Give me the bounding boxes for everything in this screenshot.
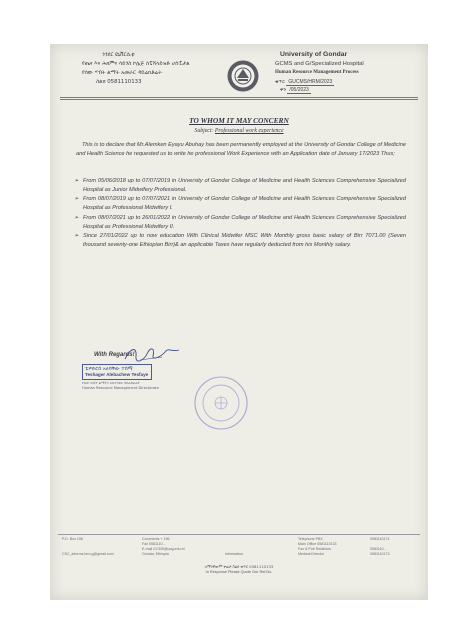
letter-intro: This is to declare that Mr.Alemken Eyayu Abuhay has been permanently employed at the University of Gondar College of Medicine and Health Science he requested us to write he professional Work Experience with an Application date of January 17/2023 Thus; [76, 142, 406, 157]
arrow-bullet-icon: ➢ [74, 232, 79, 239]
header-date [280, 87, 311, 93]
footer-reference-note: In Response Please Quote Our Ref.No. [205, 570, 273, 574]
letter-sheet [50, 44, 428, 600]
header-department: Human Resource Management Process [275, 70, 359, 75]
header-divider-top [60, 97, 418, 98]
signatory-title-english: Human Resource Management Directorate [82, 386, 159, 391]
reference-prefix: ቁጥር [275, 79, 285, 85]
letter-title: TO WHOM IT MAY CONCERN [189, 116, 289, 125]
letter-closing: With Regards! [94, 352, 135, 358]
handwritten-signature-icon [122, 344, 182, 364]
signatory-title-amharic: የሰው ሀብት ልማትና አስተዳደር ዳይሬክቶሬት [82, 381, 140, 385]
footer-complaint-line: ለማንኛውም ቅሬታ ስልክ ቁጥር 0581110133 [204, 564, 274, 569]
footer-col-3: Information [225, 552, 243, 556]
signatory-name: Teshager Alebachew Tesfaye [85, 372, 149, 377]
experience-list [74, 177, 406, 250]
list-item [74, 214, 406, 232]
arrow-bullet-icon: ➢ [74, 196, 79, 203]
letter-subject [50, 128, 428, 134]
signatory-title [82, 381, 202, 391]
header-divider-bottom [60, 99, 418, 100]
header-hospital-name: GCMS and G/Specialized Hospital [275, 61, 364, 67]
footer-divider [58, 534, 420, 535]
stamp-amharic-name: ቴዎድሮስ አለባቸው ተሰማ [85, 366, 133, 372]
date-value: /05/2023 [289, 87, 309, 93]
reference-number: GUCMS/HRM/2023 [288, 79, 333, 85]
header-amharic-line2: የጤና እና ሕክምና ሳይንስ ኮሌጅ ስፔሻላይዝድ ሆስፒታል [82, 61, 190, 67]
header-university-name: University of Gondar [280, 51, 348, 58]
experience-item-text: From 08/07/2021 up to 26/01/2022 in University of Gondar College of Medicine and Health Sciences Comprehensive Specialized Hospital as Professional Midwifery II. [83, 214, 406, 230]
subject-label: Subject: [194, 128, 214, 134]
date-prefix: ቀን [280, 87, 286, 93]
footer-col-1: P.O. Box 196 CSC_informs.hrm.g@gmail.com [62, 537, 114, 556]
header-amharic-line3: የሰው ሃብት ልማት አመራር ዳይሬክቶሬት [82, 70, 162, 76]
header-amharic-line1: ጎንደር ዩኒቨርሲቲ [102, 52, 135, 58]
arrow-bullet-icon: ➢ [74, 214, 79, 221]
footer-col-4: Telephone PBX Main Office 0581110133 Fax & Pub Relations Medical Director [298, 537, 337, 556]
arrow-bullet-icon: ➢ [74, 178, 79, 184]
experience-item-text: From 08/07/2019 up to 07/07/2021 in University of Gondar College of Medicine and Health Sciences Comprehensive Specialized Hospital as Professional Midwifery I. [83, 196, 406, 212]
header-reference [275, 79, 334, 85]
header-phone: ስልክ 0581110133 [96, 79, 142, 85]
footer-col-5: 0581110174 0581110... 0581110173 [370, 537, 390, 556]
list-item [74, 195, 406, 213]
subject-value: Professional work experience [214, 128, 284, 134]
list-item [74, 232, 406, 250]
footer-col-2: Comments + 196 Fax 0581110... E-mail GCMS@uog.edu.et Gondar, Ethiopia [142, 537, 185, 556]
experience-item-text: Since 27/01/2022 up to now education With Clinical Midwifer MSC With Monthly gross basic salary of Birr 7071.00 (Seven thousand seventy-one Ethiopian Birr)& an applicable Taxes have regularly deducted from his Monthly salary. [83, 232, 406, 248]
experience-item-text: From 05/06/2018 up to 07/07/2019 in University of Gondar College of Medicine and Health Sciences Comprehensive Specialized Hospital as Junior Midwifery Professional. [83, 178, 406, 193]
official-stamp [82, 364, 152, 380]
hr-office-stamp-icon [192, 374, 250, 432]
university-seal-icon [226, 59, 260, 93]
list-item [74, 177, 406, 195]
